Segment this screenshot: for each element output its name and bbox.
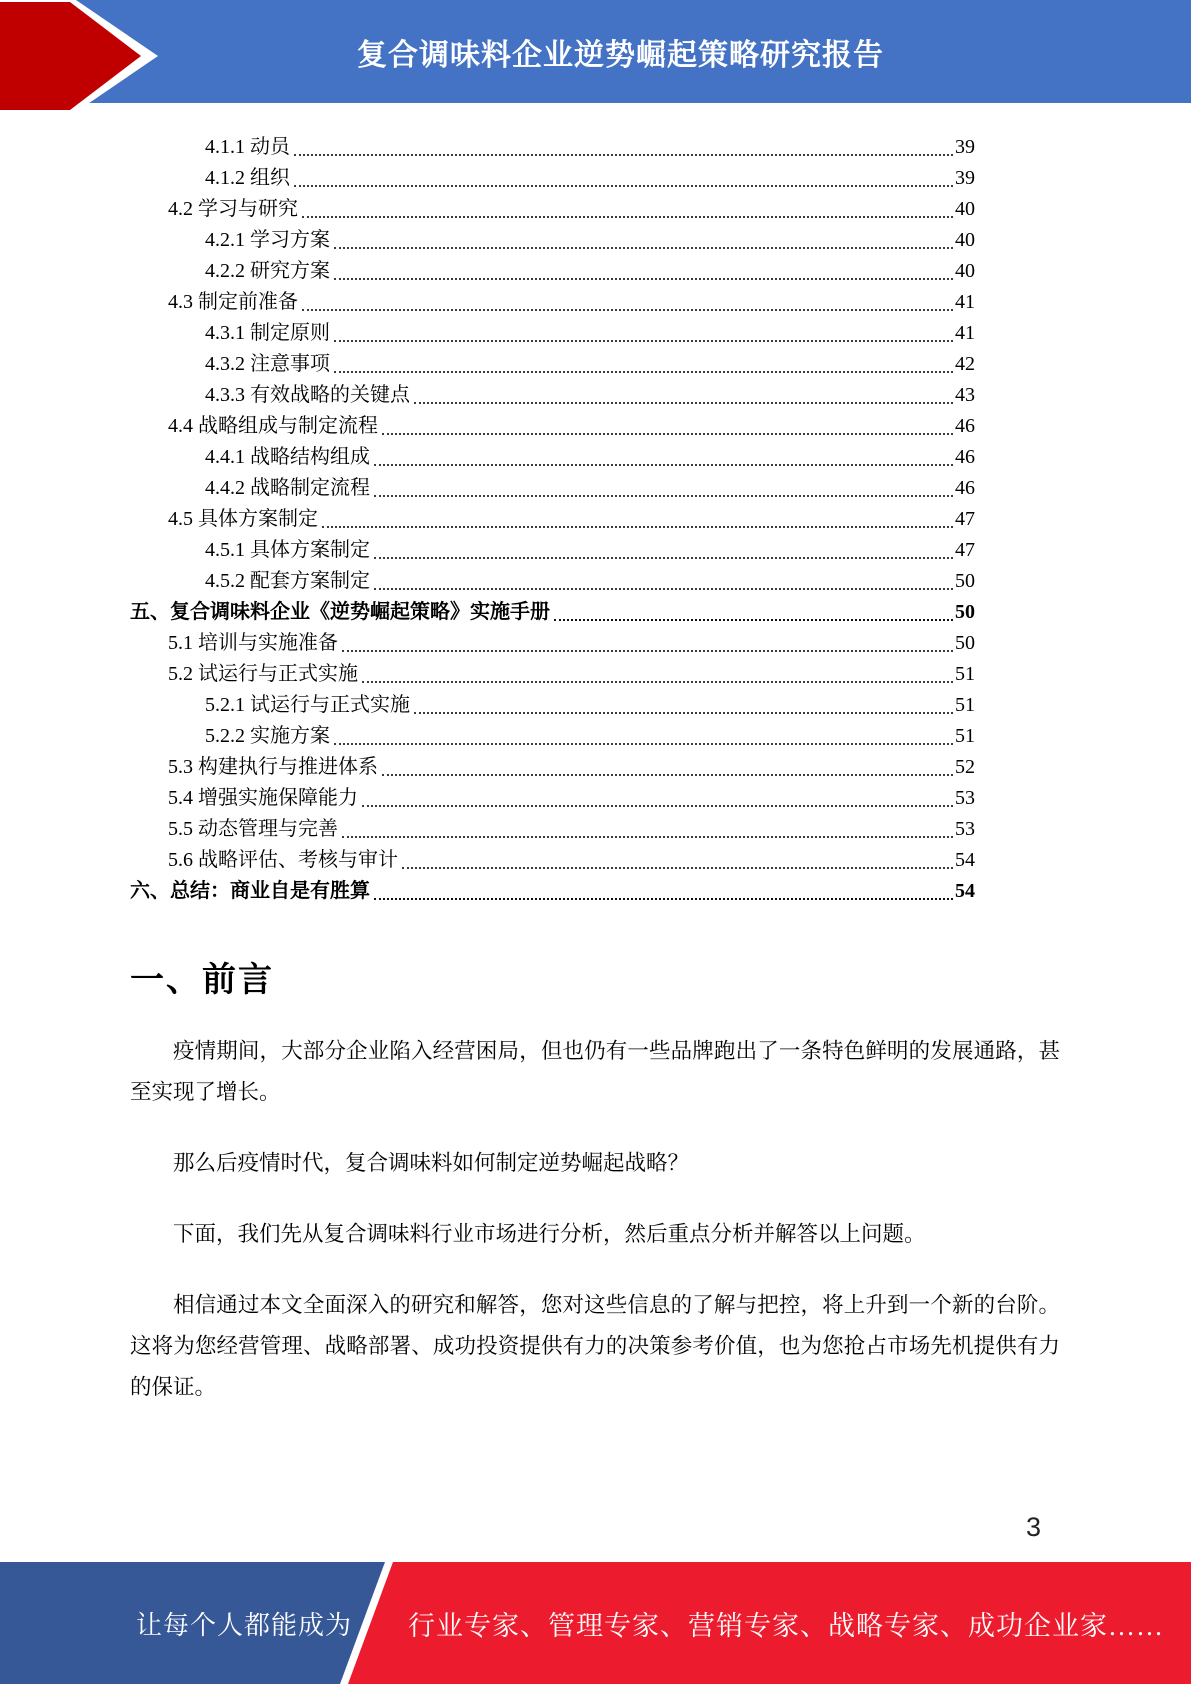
toc-entry-label: 5.5 动态管理与完善 (168, 818, 338, 840)
red-arrow-icon (0, 0, 170, 112)
toc-dotted-leader (334, 340, 953, 342)
toc-entry-label: 4.3.1 制定原则 (205, 322, 330, 344)
toc-entry-label: 4.3.3 有效战略的关键点 (205, 384, 410, 406)
toc-entry-label: 5.2.2 实施方案 (205, 725, 330, 747)
toc-page-number: 46 (955, 477, 975, 499)
toc-entry[interactable] (130, 131, 975, 162)
toc-dotted-leader (362, 681, 953, 683)
toc-page-number: 54 (955, 849, 975, 871)
toc-page-number: 40 (955, 229, 975, 251)
toc-dotted-leader (382, 433, 953, 435)
toc-dotted-leader (554, 619, 953, 621)
toc-entry[interactable] (130, 875, 975, 906)
toc-dotted-leader (334, 247, 953, 249)
toc-dotted-leader (334, 278, 953, 280)
toc-dotted-leader (414, 402, 953, 404)
toc-page-number: 50 (955, 601, 975, 623)
page-header-banner (0, 0, 1191, 103)
toc-entry[interactable] (130, 596, 975, 627)
toc-entry-label: 4.2.2 研究方案 (205, 260, 330, 282)
toc-dotted-leader (302, 216, 953, 218)
toc-page-number: 39 (955, 167, 975, 189)
toc-entry-label: 4.2 学习与研究 (168, 198, 298, 220)
toc-page-number: 41 (955, 322, 975, 344)
toc-page-number: 47 (955, 508, 975, 530)
toc-dotted-leader (382, 774, 953, 776)
toc-dotted-leader (362, 805, 953, 807)
toc-entry[interactable] (130, 844, 975, 875)
toc-entry[interactable] (130, 193, 975, 224)
toc-entry[interactable] (130, 286, 975, 317)
page-number: 3 (1026, 1512, 1042, 1542)
toc-page-number: 54 (955, 880, 975, 902)
toc-entry-label: 4.1.1 动员 (205, 136, 290, 158)
toc-entry-label: 4.5.1 具体方案制定 (205, 539, 370, 561)
toc-entry[interactable] (130, 720, 975, 751)
toc-entry[interactable] (130, 689, 975, 720)
footer-slogan-right: 行业专家、管理专家、营销专家、战略专家、成功企业家…… (408, 1610, 1164, 1641)
toc-entry[interactable] (130, 410, 975, 441)
toc-page-number: 46 (955, 446, 975, 468)
toc-entry[interactable] (130, 782, 975, 813)
toc-dotted-leader (342, 650, 953, 652)
toc-page-number: 51 (955, 694, 975, 716)
toc-dotted-leader (342, 836, 953, 838)
body-paragraph: 下面，我们先从复合调味料行业市场进行分析，然后重点分析并解答以上问题。 (173, 1222, 926, 1246)
toc-dotted-leader (302, 309, 953, 311)
toc-entry[interactable] (130, 255, 975, 286)
toc-page-number: 53 (955, 818, 975, 840)
toc-page-number: 47 (955, 539, 975, 561)
toc-dotted-leader (374, 588, 953, 590)
toc-page-number: 42 (955, 353, 975, 375)
toc-page-number: 43 (955, 384, 975, 406)
toc-dotted-leader (322, 526, 953, 528)
toc-dotted-leader (402, 867, 953, 869)
body-text-block (130, 1031, 1060, 1408)
toc-dotted-leader (414, 712, 953, 714)
toc-entry-label: 5.1 培训与实施准备 (168, 632, 338, 654)
toc-dotted-leader (334, 371, 953, 373)
toc-page-number: 51 (955, 725, 975, 747)
toc-entry-label: 4.3.2 注意事项 (205, 353, 330, 375)
toc-page-number: 50 (955, 632, 975, 654)
toc-entry-label: 4.4.1 战略结构组成 (205, 446, 370, 468)
toc-page-number: 52 (955, 756, 975, 778)
toc-dotted-leader (374, 464, 953, 466)
toc-entry[interactable] (130, 813, 975, 844)
toc-dotted-leader (294, 185, 953, 187)
toc-page-number: 40 (955, 260, 975, 282)
toc-entry-label: 六、总结：商业自是有胜算 (130, 880, 370, 902)
toc-entry-label: 4.4.2 战略制定流程 (205, 477, 370, 499)
toc-page-number: 39 (955, 136, 975, 158)
toc-entry[interactable] (130, 503, 975, 534)
toc-entry-label: 4.3 制定前准备 (168, 291, 298, 313)
toc-entry-label: 4.4 战略组成与制定流程 (168, 415, 378, 437)
toc-entry[interactable] (130, 348, 975, 379)
toc-entry[interactable] (130, 441, 975, 472)
toc-entry-label: 4.5 具体方案制定 (168, 508, 318, 530)
toc-entry[interactable] (130, 224, 975, 255)
toc-entry-label: 5.3 构建执行与推进体系 (168, 756, 378, 778)
toc-dotted-leader (374, 495, 953, 497)
toc-entry-label: 4.5.2 配套方案制定 (205, 570, 370, 592)
toc-page-number: 51 (955, 663, 975, 685)
table-of-contents (130, 131, 975, 906)
toc-entry-label: 五、复合调味料企业《逆势崛起策略》实施手册 (130, 601, 550, 623)
toc-entry[interactable] (130, 534, 975, 565)
toc-entry[interactable] (130, 317, 975, 348)
toc-entry-label: 4.2.1 学习方案 (205, 229, 330, 251)
footer-slogan-left: 让每个人都能成为 (135, 1610, 352, 1640)
toc-page-number: 50 (955, 570, 975, 592)
toc-entry[interactable] (130, 162, 975, 193)
toc-page-number: 53 (955, 787, 975, 809)
toc-entry-label: 5.2 试运行与正式实施 (168, 663, 358, 685)
page-footer (0, 1562, 1191, 1684)
toc-dotted-leader (334, 743, 953, 745)
toc-entry[interactable] (130, 472, 975, 503)
toc-entry[interactable] (130, 565, 975, 596)
toc-dotted-leader (374, 557, 953, 559)
toc-entry[interactable] (130, 627, 975, 658)
toc-entry-label: 5.2.1 试运行与正式实施 (205, 694, 410, 716)
body-paragraph: 那么后疫情时代，复合调味料如何制定逆势崛起战略？ (173, 1151, 690, 1175)
toc-entry[interactable] (130, 751, 975, 782)
report-title: 复合调味料企业逆势崛起策略研究报告 (357, 38, 884, 72)
toc-page-number: 46 (955, 415, 975, 437)
toc-entry-label: 4.1.2 组织 (205, 167, 290, 189)
toc-entry[interactable] (130, 658, 975, 689)
toc-entry-label: 5.4 增强实施保障能力 (168, 787, 358, 809)
body-paragraph: 疫情期间，大部分企业陷入经营困局，但也仍有一些品牌跑出了一条特色鲜明的发展通路，甚至实现了增长。 (130, 1039, 1060, 1104)
toc-entry-label: 5.6 战略评估、考核与审计 (168, 849, 398, 871)
body-paragraph: 相信通过本文全面深入的研究和解答，您对这些信息的了解与把控，将上升到一个新的台阶。这将为您经营管理、战略部署、成功投资提供有力的决策参考价值，也为您抢占市场先机提供有力的保证。 (130, 1293, 1060, 1399)
section-heading-preface: 一、前言 (130, 961, 274, 999)
toc-page-number: 41 (955, 291, 975, 313)
toc-page-number: 40 (955, 198, 975, 220)
toc-dotted-leader (374, 898, 953, 900)
toc-entry[interactable] (130, 379, 975, 410)
toc-dotted-leader (294, 154, 953, 156)
